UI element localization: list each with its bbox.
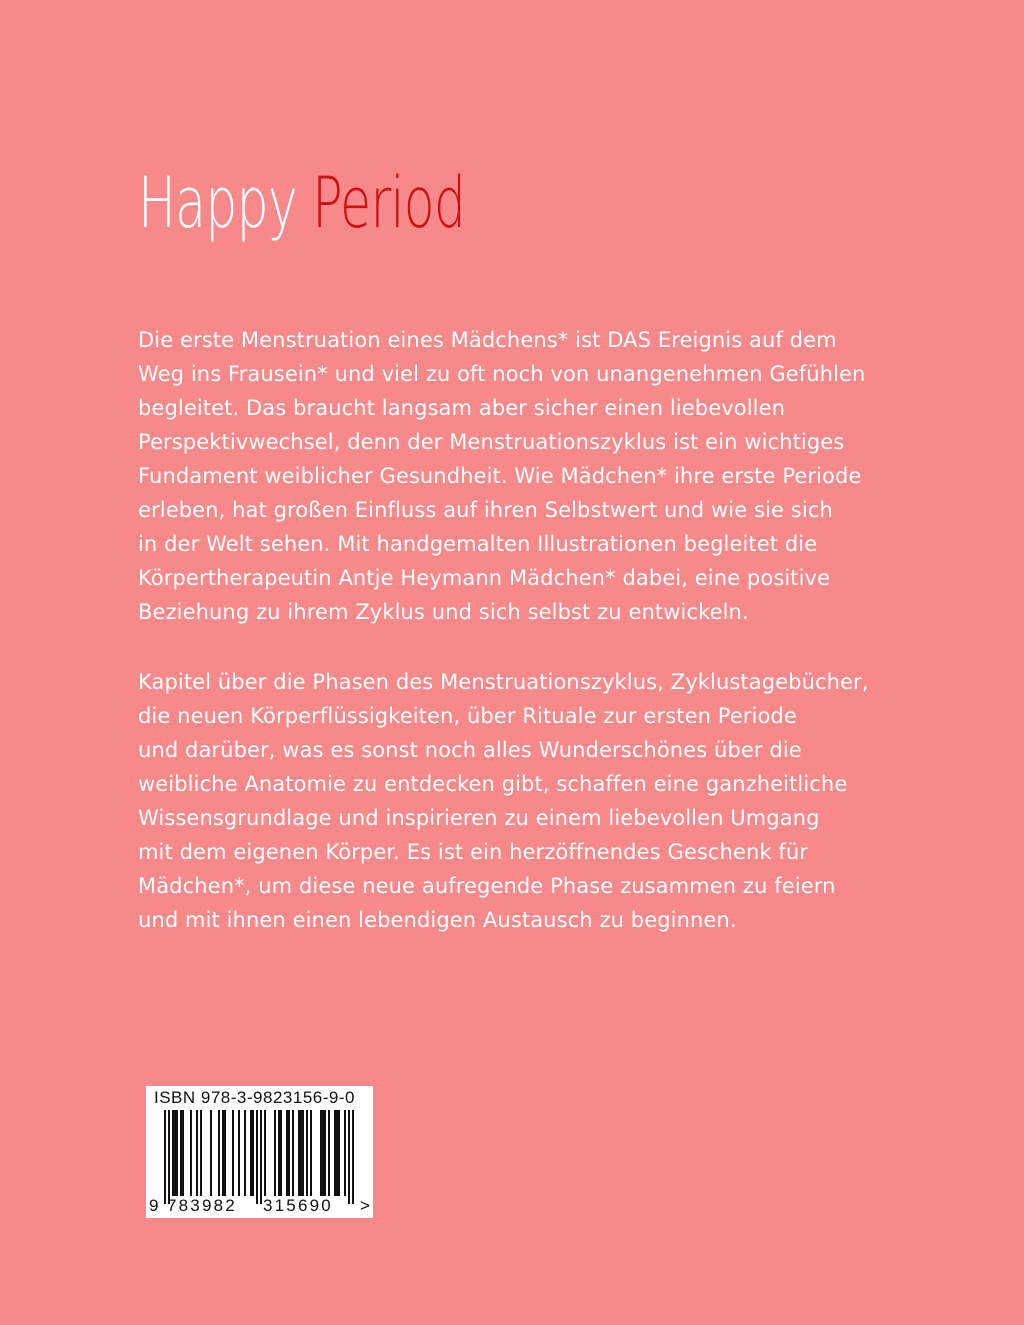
text-line: Die erste Menstruation eines Mädchens* ist DAS Ereignis auf dem [138,328,837,352]
barcode-bar [310,1110,312,1196]
text-line: und darüber, was es sonst noch alles Wunderschönes über die [138,738,802,762]
barcode-bar [348,1110,350,1204]
text-line: Weg ins Frausein* und viel zu oft noch von unangenehmen Gefühlen [138,362,866,386]
barcode-bar [172,1110,174,1196]
book-title [138,162,466,244]
text-line: Perspektivwechsel, denn der Menstruationszyklus ist ein wichtiges [138,430,845,454]
title-period: Period [312,162,466,244]
barcode-bar [222,1110,224,1196]
barcode-bar [344,1110,346,1196]
barcode-bar [274,1110,276,1196]
barcode-bar [280,1110,282,1196]
barcode-bar [218,1110,220,1196]
isbn-label: ISBN 978-3-9823156-9-0 [154,1088,355,1107]
barcode-bar [288,1110,290,1196]
barcode-digit-lead: 9 [149,1196,161,1215]
text-line: Wissensgrundlage und inspirieren zu einem liebevollen Umgang [138,806,820,830]
isbn-barcode [146,1086,373,1218]
barcode-bar [292,1110,294,1196]
barcode-quiet-zone-marker: > [360,1196,370,1215]
barcode-bar [250,1110,252,1196]
barcode-digits-left: 783982 [167,1196,237,1215]
barcode-bar [200,1110,202,1196]
barcode-bar [320,1110,322,1196]
barcode-bar [336,1110,338,1196]
barcode-bar [190,1110,192,1196]
barcode-bar [196,1110,198,1196]
barcode-bar [164,1110,166,1204]
barcode-bar [338,1110,340,1196]
title-happy: Happy [138,162,297,244]
barcode-bar [238,1110,240,1196]
barcode-bar [174,1110,176,1196]
text-line: weibliche Anatomie zu entdecken gibt, schaffen eine ganzheitliche [138,772,848,796]
barcode-bar [224,1110,226,1196]
text-line: Fundament weiblicher Gesundheit. Wie Mädchen* ihre erste Periode [138,464,862,488]
barcode-bar [298,1110,300,1196]
barcode-bar [328,1110,330,1196]
blurb-paragraph-1 [138,323,898,629]
text-line: erleben, hat großen Einfluss auf ihren Selbstwert und wie sie sich [138,498,833,522]
barcode-bar [260,1110,262,1204]
barcode-bar [168,1110,170,1204]
barcode-bar [176,1110,178,1196]
text-line: in der Welt sehen. Mit handgemalten Illustrationen begleitet die [138,532,818,556]
barcode-bar [264,1110,266,1196]
barcode-bar [244,1110,246,1196]
barcode-bar [300,1110,302,1196]
barcode-bar [334,1110,336,1196]
barcode-bar [306,1110,308,1196]
text-line: Körpertherapeutin Antje Heymann Mädchen* dabei, eine positive [138,566,831,590]
barcode-bar [322,1110,324,1196]
text-line: und mit ihnen einen lebendigen Austausch zu beginnen. [138,908,737,932]
text-line: mit dem eigenen Körper. Es ist ein herzöffnendes Geschenk für [138,840,809,864]
barcode-bar [210,1110,212,1196]
barcode-digits [146,1196,373,1216]
blurb-paragraph-2 [138,665,898,937]
barcode-bar [352,1110,354,1204]
barcode-bar [324,1110,326,1196]
barcode-bar [256,1110,258,1204]
barcode-bar [302,1110,304,1196]
barcode-bar [278,1110,280,1196]
text-line: begleitet. Das braucht langsam aber sicher einen liebevollen [138,396,786,420]
barcode-digits-right: 315690 [263,1196,333,1215]
text-line: die neuen Körperflüssigkeiten, über Rituale zur ersten Periode [138,704,797,728]
barcode-bar [232,1110,234,1196]
barcode-bar [252,1110,254,1196]
text-line: Kapitel über die Phasen des Menstruationszyklus, Zyklustagebücher, [138,670,869,694]
barcode-bar [180,1110,182,1196]
barcode-bar [182,1110,184,1196]
text-line: Mädchen*, um diese neue aufregende Phase zusammen zu feiern [138,874,836,898]
text-line: Beziehung zu ihrem Zyklus und sich selbst zu entwickeln. [138,600,749,624]
barcode-bar [286,1110,288,1196]
